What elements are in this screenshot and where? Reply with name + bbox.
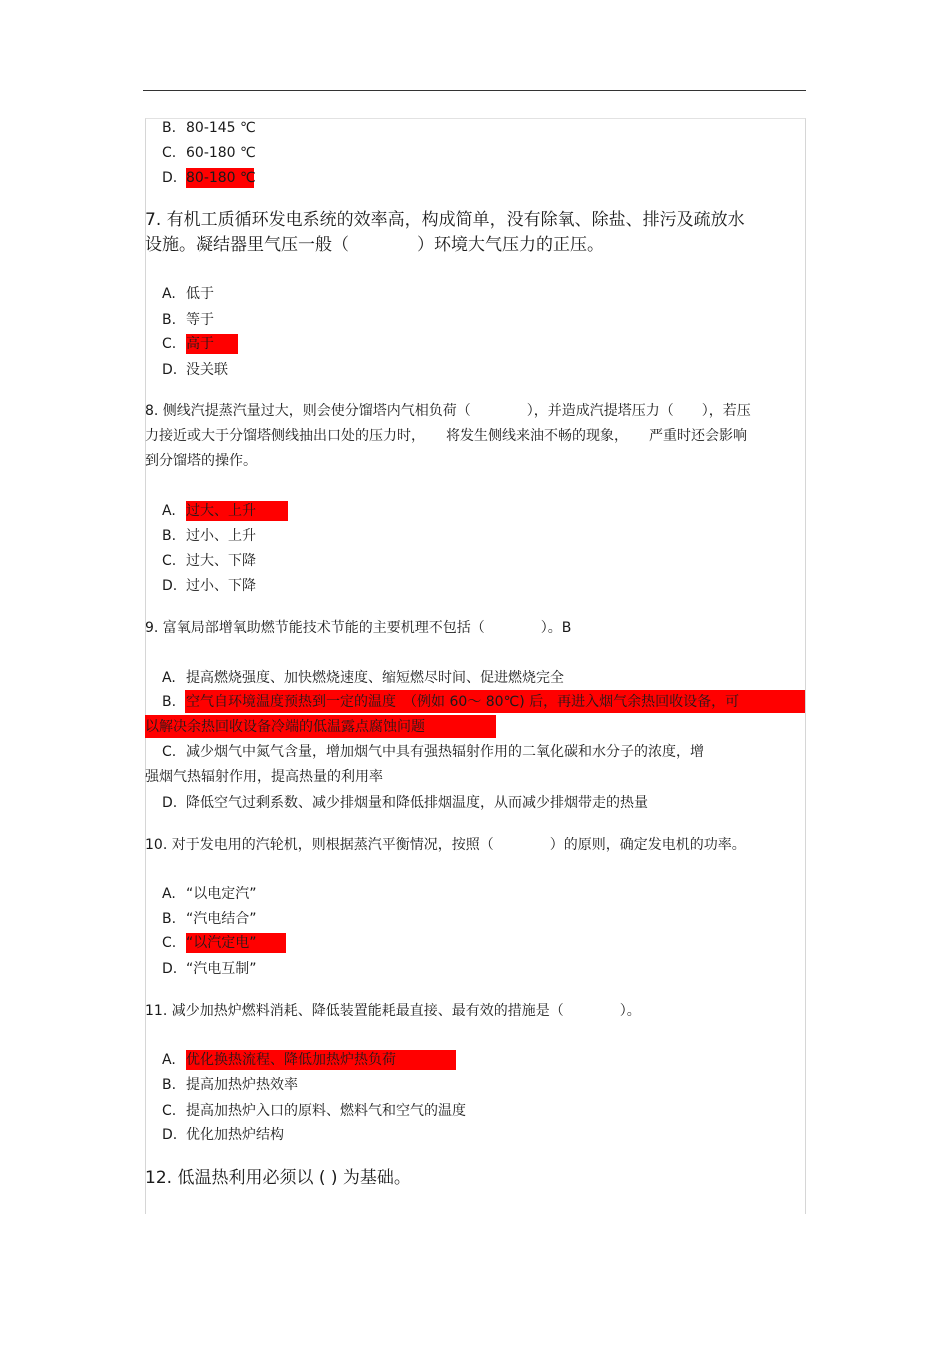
option-text-line1: 空气自环境温度预热到一定的温度 （例如 60～ 80℃) 后，再进入烟气余热回收设备，可 <box>186 694 740 710</box>
option-letter: A. <box>162 886 176 902</box>
option-text: 提高加热炉入口的原料、燃料气和空气的温度 <box>186 1103 466 1119</box>
option-letter: B. <box>162 694 177 710</box>
option-text: 60-180 ℃ <box>186 145 256 161</box>
option-letter: D. <box>162 961 178 977</box>
option-text-highlighted: “以汽定电” <box>186 933 286 953</box>
option-text: 没关联 <box>186 362 228 378</box>
q8-option-a[interactable] <box>162 501 288 521</box>
q6-option-d[interactable] <box>162 168 254 188</box>
option-text: 过大、下降 <box>186 553 256 569</box>
option-letter: A. <box>162 1052 176 1068</box>
q6-option-b[interactable] <box>162 118 256 138</box>
q7-option-a[interactable] <box>162 284 214 304</box>
q11-option-a[interactable] <box>162 1050 456 1070</box>
q11-option-d[interactable] <box>162 1125 284 1145</box>
q9-option-b-line2: 以解决余热回收设备冷端的低温露点腐蚀问题 <box>145 719 425 735</box>
q9-stem: 9. 富氧局部增氧助燃节能技术节能的主要机理不包括（ ）。B <box>145 620 572 636</box>
option-text-highlighted: 过大、上升 <box>186 501 288 521</box>
q10-option-d[interactable] <box>162 959 257 979</box>
option-text: 过小、下降 <box>186 578 256 594</box>
option-text: 提高燃烧强度、加快燃烧速度、缩短燃尽时间、促进燃烧完全 <box>186 670 564 686</box>
q7-stem-line2: 设施。凝结器里气压一般（ ）环境大气压力的正压。 <box>145 235 604 255</box>
q8-stem-line2: 力接近或大于分馏塔侧线抽出口处的压力时， 将发生侧线来油不畅的现象， 严重时还会影响 <box>145 428 747 444</box>
q8-option-b[interactable] <box>162 526 256 546</box>
option-letter: B. <box>162 312 177 328</box>
option-text: 过小、上升 <box>186 528 256 544</box>
option-text-highlighted: 80-180 ℃ <box>186 170 256 186</box>
q9-option-a[interactable] <box>162 668 564 688</box>
option-text: 80-145 ℃ <box>186 120 256 136</box>
option-letter: B. <box>162 911 177 927</box>
q8-stem-line1: 8. 侧线汽提蒸汽量过大，则会使分馏塔内气相负荷（ ），并造成汽提塔压力（ ），若压 <box>145 403 751 419</box>
option-letter: A. <box>162 670 176 686</box>
option-letter: C. <box>162 553 177 569</box>
option-text-highlighted: 高于 <box>186 334 238 354</box>
option-text: “汽电结合” <box>186 911 257 927</box>
option-letter: A. <box>162 286 176 302</box>
option-letter: D. <box>162 795 178 811</box>
q12-stem: 12. 低温热利用必须以 ( ) 为基础。 <box>145 1168 411 1188</box>
q8-stem-line3: 到分馏塔的操作。 <box>145 453 257 469</box>
option-text: 提高加热炉热效率 <box>186 1077 298 1093</box>
q11-stem: 11. 减少加热炉燃料消耗、降低装置能耗最直接、最有效的措施是（ ）。 <box>145 1003 641 1019</box>
option-text: “汽电互制” <box>186 961 257 977</box>
option-letter: B. <box>162 120 177 136</box>
option-letter: D. <box>162 578 178 594</box>
option-text: 降低空气过剩系数、减少排烟量和降低排烟温度，从而减少排烟带走的热量 <box>186 795 648 811</box>
option-letter: B. <box>162 528 177 544</box>
option-letter: D. <box>162 170 178 186</box>
option-letter: C. <box>162 1103 177 1119</box>
header-rule <box>143 90 806 91</box>
q9-option-c[interactable] <box>162 742 704 762</box>
q8-option-d[interactable] <box>162 576 256 596</box>
option-text: “以电定汽” <box>186 886 257 902</box>
option-text: 低于 <box>186 286 214 302</box>
option-letter: D. <box>162 1127 178 1143</box>
q10-option-c[interactable] <box>162 933 286 953</box>
option-text: 等于 <box>186 312 214 328</box>
q10-option-b[interactable] <box>162 909 257 929</box>
q7-option-d[interactable] <box>162 360 228 380</box>
option-letter: B. <box>162 1077 177 1093</box>
option-letter: A. <box>162 503 176 519</box>
option-letter: D. <box>162 362 178 378</box>
option-letter: C. <box>162 744 177 760</box>
q7-stem-line1: 7. 有机工质循环发电系统的效率高，构成简单，没有除氧、除盐、排污及疏放水 <box>145 210 745 230</box>
q8-option-c[interactable] <box>162 551 256 571</box>
option-text: 优化加热炉结构 <box>186 1127 284 1143</box>
q11-option-b[interactable] <box>162 1075 298 1095</box>
q10-option-a[interactable] <box>162 884 257 904</box>
q10-stem: 10. 对于发电用的汽轮机，则根据蒸汽平衡情况，按照（ ）的原则，确定发电机的功率。 <box>145 837 746 853</box>
option-letter: C. <box>162 145 177 161</box>
q6-option-c[interactable] <box>162 143 256 163</box>
option-letter: C. <box>162 935 177 951</box>
q7-option-c[interactable] <box>162 334 238 354</box>
q9-option-d[interactable] <box>162 793 648 813</box>
option-text-highlighted: 优化换热流程、降低加热炉热负荷 <box>186 1050 456 1070</box>
option-text-line1: 减少烟气中氮气含量，增加烟气中具有强热辐射作用的二氧化碳和水分子的浓度，增 <box>186 744 704 760</box>
q9-option-c-line2: 强烟气热辐射作用，提高热量的利用率 <box>145 769 383 785</box>
q11-option-c[interactable] <box>162 1101 466 1121</box>
q7-option-b[interactable] <box>162 310 214 330</box>
q9-option-b[interactable] <box>162 692 739 712</box>
option-letter: C. <box>162 336 177 352</box>
